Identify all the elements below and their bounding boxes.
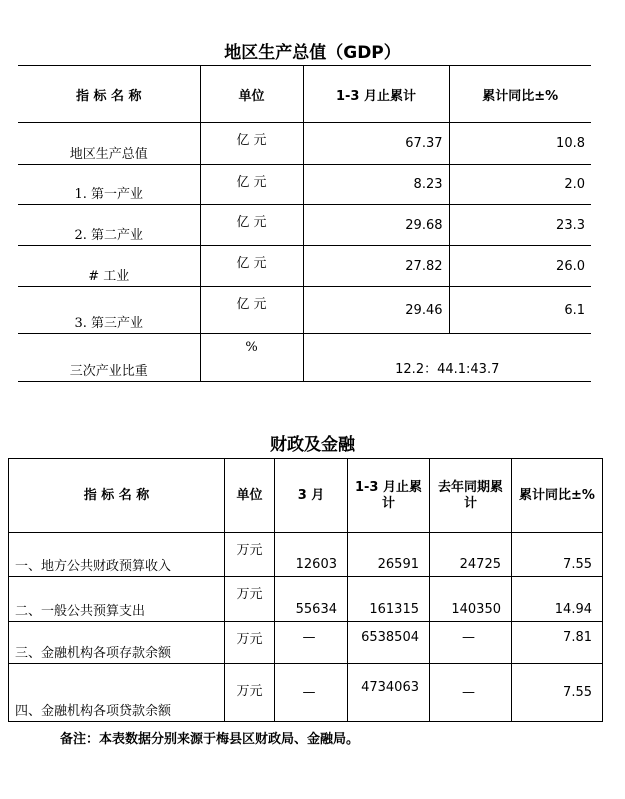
table-row	[18, 246, 591, 287]
row-yoy: 7.55	[512, 533, 603, 577]
row-prev: 140350	[430, 577, 512, 622]
row-unit: 万元	[225, 577, 275, 622]
row-ytd: 6538504	[348, 622, 430, 664]
table-row	[18, 165, 591, 205]
row-ytd: 26591	[348, 533, 430, 577]
row-name: # 工业	[18, 246, 200, 287]
row-name: 三、金融机构各项存款余额	[9, 622, 225, 664]
row-value: 27.82	[303, 246, 449, 287]
header-prev-year: 去年同期累计	[430, 459, 512, 533]
row-name: 3. 第三产业	[18, 287, 200, 334]
header-ytd: 1-3 月止累计	[303, 66, 449, 123]
row-value: 67.37	[303, 123, 449, 165]
finance-header-row	[9, 459, 603, 533]
row-yoy: 7.55	[512, 664, 603, 722]
row-unit: 万元	[225, 622, 275, 664]
row-yoy: 2.0	[449, 165, 591, 205]
row-unit: 万元	[225, 664, 275, 722]
row-unit: 亿 元	[200, 205, 303, 246]
row-prev: —	[430, 664, 512, 722]
row-march: —	[275, 664, 348, 722]
row-name: 2. 第二产业	[18, 205, 200, 246]
row-name: 二、一般公共预算支出	[9, 577, 225, 622]
row-prev: 24725	[430, 533, 512, 577]
row-name: 三次产业比重	[18, 334, 200, 382]
gdp-header-row	[18, 66, 591, 123]
row-unit: %	[200, 334, 303, 382]
row-value: 29.46	[303, 287, 449, 334]
table-row	[9, 664, 603, 722]
gdp-title: 地区生产总值（GDP）	[224, 43, 401, 63]
table-row	[18, 205, 591, 246]
header-yoy: 累计同比±%	[449, 66, 591, 123]
finance-table	[8, 458, 603, 722]
table-row	[18, 287, 591, 334]
header-march: 3 月	[275, 459, 348, 533]
table-row	[9, 533, 603, 577]
source-note: 备注：本表数据分别来源于梅县区财政局、金融局。	[60, 732, 360, 747]
row-yoy: 7.81	[512, 622, 603, 664]
gdp-table	[18, 65, 591, 382]
row-name: 一、地方公共财政预算收入	[9, 533, 225, 577]
row-unit: 亿 元	[200, 123, 303, 165]
header-ytd: 1-3 月止累计	[348, 459, 430, 533]
header-indicator: 指 标 名 称	[18, 66, 200, 123]
table-row	[18, 123, 591, 165]
row-unit: 亿 元	[200, 246, 303, 287]
table-row	[9, 577, 603, 622]
header-unit: 单位	[200, 66, 303, 123]
ratio-row	[18, 334, 591, 382]
row-yoy: 6.1	[449, 287, 591, 334]
row-unit: 万元	[225, 533, 275, 577]
row-yoy: 10.8	[449, 123, 591, 165]
row-march: 12603	[275, 533, 348, 577]
header-yoy: 累计同比±%	[512, 459, 603, 533]
row-march: 55634	[275, 577, 348, 622]
row-prev: —	[430, 622, 512, 664]
header-indicator: 指 标 名 称	[9, 459, 225, 533]
header-unit: 单位	[225, 459, 275, 533]
ratio-value: 12.2：44.1:43.7	[303, 334, 591, 382]
row-yoy: 26.0	[449, 246, 591, 287]
row-name: 1. 第一产业	[18, 165, 200, 205]
row-ytd: 4734063	[348, 664, 430, 722]
row-ytd: 161315	[348, 577, 430, 622]
row-yoy: 23.3	[449, 205, 591, 246]
row-march: —	[275, 622, 348, 664]
row-unit: 亿 元	[200, 165, 303, 205]
table-row	[9, 622, 603, 664]
row-name: 四、金融机构各项贷款余额	[9, 664, 225, 722]
row-yoy: 14.94	[512, 577, 603, 622]
row-unit: 亿 元	[200, 287, 303, 334]
finance-title: 财政及金融	[270, 435, 355, 455]
row-value: 8.23	[303, 165, 449, 205]
row-value: 29.68	[303, 205, 449, 246]
row-name: 地区生产总值	[18, 123, 200, 165]
